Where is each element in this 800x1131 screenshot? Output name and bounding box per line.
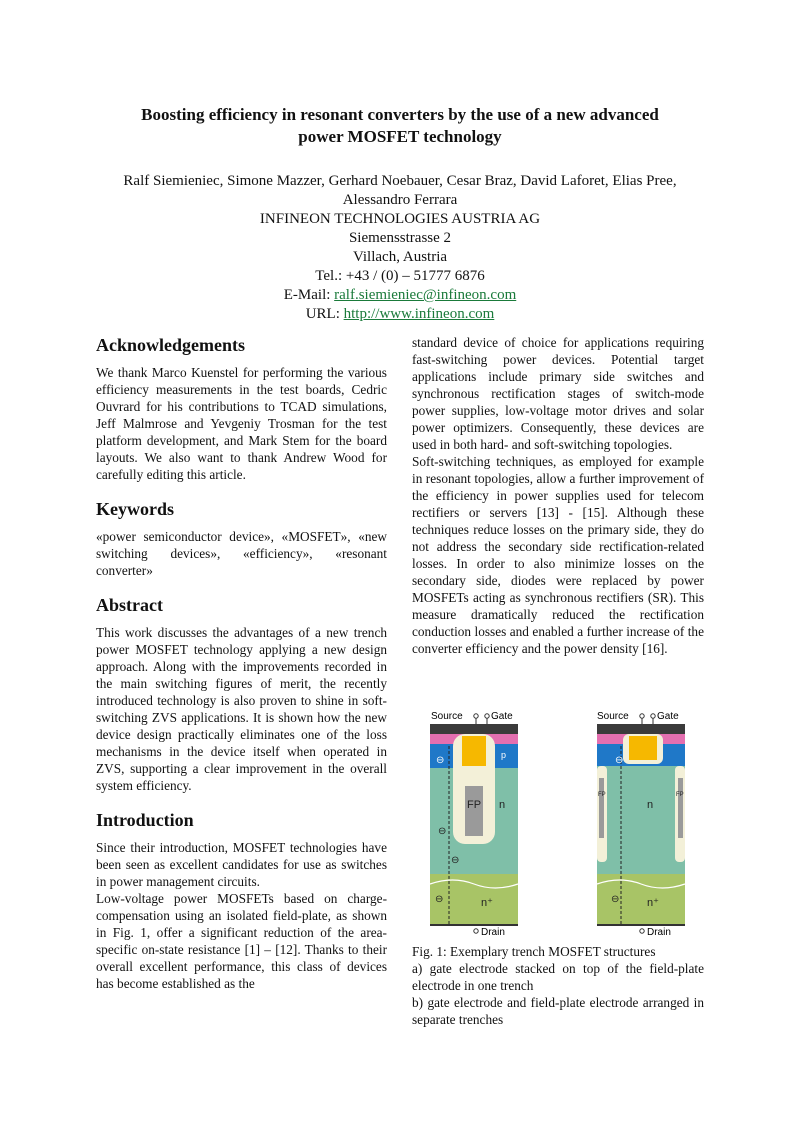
drift-b xyxy=(597,766,685,874)
metal-b xyxy=(597,724,685,734)
label-n-b: n xyxy=(647,799,654,811)
keywords-text: «power semiconductor device», «MOSFET», «new switching devices», «efficiency», «resonant converter» xyxy=(96,529,387,578)
authors-line-2: Alessandro Ferrara xyxy=(342,192,458,208)
mosfet-figure-svg xyxy=(425,706,695,938)
left-column xyxy=(96,334,387,992)
caption-title: Fig. 1: Exemplary trench MOSFET structures xyxy=(412,944,656,959)
source-terminal-b xyxy=(640,714,644,718)
label-n-a: n xyxy=(499,799,506,811)
city: Villach, Austria xyxy=(352,249,448,265)
gate-electrode-b xyxy=(629,736,657,760)
label-nplus-b: n⁺ xyxy=(647,897,659,909)
field-plate-left-b xyxy=(599,778,604,838)
gate-terminal-a xyxy=(485,714,489,718)
structure-a xyxy=(430,711,518,938)
figure-caption xyxy=(412,943,704,1028)
electron-a4: ⊖ xyxy=(435,894,444,905)
author-block xyxy=(90,172,710,324)
acknowledgements-heading: Acknowledgements xyxy=(96,335,245,355)
url-row xyxy=(90,305,710,324)
label-gate-b: Gate xyxy=(657,711,679,722)
title-line-1: Boosting efficiency in resonant converters by the use of a new advanced xyxy=(141,105,659,124)
abstract-text: This work discusses the advantages of a new trench power MOSFET technology applying a new design approach. Along with the improvements recorded in the main switching figures of merit, the recently introduced technology is also proven to shine in soft-switching ZVS applications. It is shown how the new device design practically eliminates one of the loss mechanisms in the device itself when operated in ZVS, supporting a clear improvement in the overall system efficiency. xyxy=(96,625,387,793)
label-fp-right-b: FP xyxy=(676,792,684,798)
label-fp-left-b: FP xyxy=(598,792,606,798)
source-terminal-a xyxy=(474,714,478,718)
introduction-paragraph-2: Low-voltage power MOSFETs based on charge-compensation using an isolated field-plate, as shown in Fig. 1, offer a significant reduction of the area-specific on-state resistance [1] – [12]. Thanks to their overall excellent performance, this class of devices has become established as the xyxy=(96,891,387,991)
email-link[interactable]: ralf.siemieniec@infineon.com xyxy=(334,287,517,303)
right-paragraph-1: standard device of choice for applications requiring fast-switching power devices. Potential target applications include primary side switches and synchronous rectification stages of switch-mode power supplies, low-voltage motor drives and solar power optimizers. Consequently, these devices are used in both hard- and soft-switching topologies. xyxy=(412,335,704,452)
label-fp-a: FP xyxy=(467,799,482,811)
caption-b: b) gate electrode and field-plate electrode arranged in separate trenches xyxy=(412,995,704,1027)
electron-a2: ⊖ xyxy=(438,826,447,837)
email-row xyxy=(90,286,710,305)
right-column xyxy=(412,334,704,657)
label-drain-a: Drain xyxy=(481,927,505,938)
label-drain-b: Drain xyxy=(647,927,671,938)
right-paragraph-2: Soft-switching techniques, as employed for example in resonant topologies, allow a further improvement of the efficiency in power supplies used for telecom rectifiers or servers [13] - [15]. Although these techniques reduce losses on the primary side, they do not address the secondary side rectification-related losses. In order to also minimize losses on the secondary side, diodes were replaced by power MOSFETs acting as synchronous rectifiers (SR). This measure dramatically reduced the rectification conduction losses and enabled a further increase of the converter efficiency and the power density [16]. xyxy=(412,454,704,656)
label-nplus-a: n⁺ xyxy=(481,897,493,909)
electron-a3: ⊖ xyxy=(451,855,460,866)
metal-a xyxy=(430,724,518,734)
url-link[interactable]: http://www.infineon.com xyxy=(343,306,495,322)
authors-line-1: Ralf Siemieniec, Simone Mazzer, Gerhard Noebauer, Cesar Braz, David Laforet, Elias Pree, xyxy=(123,173,677,189)
field-plate-a xyxy=(465,786,483,836)
introduction-heading: Introduction xyxy=(96,810,194,830)
keywords-heading: Keywords xyxy=(96,499,174,519)
electron-b2: ⊖ xyxy=(611,894,620,905)
field-plate-right-b xyxy=(678,778,683,838)
company: INFINEON TECHNOLOGIES AUSTRIA AG xyxy=(259,211,541,227)
acknowledgements-text: We thank Marco Kuenstel for performing the various efficiency measurements in the test boards, Cedric Ouvrard for his contributions to TCAD simulations, Jeff Malmrose and Yevgeniy Trosman for the test platform development, and Mark Stem for the board layouts. We also want to thank Andrew Wood for carefully editing this article. xyxy=(96,365,387,482)
label-gate-a: Gate xyxy=(491,711,513,722)
label-source-b: Source xyxy=(597,711,629,722)
url-label: URL: xyxy=(305,306,344,322)
label-p-a: p xyxy=(501,750,507,760)
gate-electrode-a xyxy=(462,736,486,766)
abstract-heading: Abstract xyxy=(96,595,163,615)
drain-terminal-a xyxy=(474,929,478,933)
telephone: Tel.: +43 / (0) – 51777 6876 xyxy=(315,268,485,284)
gate-terminal-b xyxy=(651,714,655,718)
title-line-2: power MOSFET technology xyxy=(298,127,502,146)
introduction-paragraph-1: Since their introduction, MOSFET technologies have been seen as excellent candidates for use as switches in power management circuits. xyxy=(96,840,387,889)
label-source-a: Source xyxy=(431,711,463,722)
structure-b xyxy=(597,711,685,938)
email-label: E-Mail: xyxy=(283,287,335,303)
electron-a1: ⊖ xyxy=(436,755,445,766)
paper-title xyxy=(96,104,704,148)
street: Siemensstrasse 2 xyxy=(348,230,452,246)
caption-a: a) gate electrode stacked on top of the field-plate electrode in one trench xyxy=(412,961,704,993)
mosfet-figure xyxy=(425,706,695,938)
electron-b1: ⊖ xyxy=(615,755,624,766)
drain-terminal-b xyxy=(640,929,644,933)
